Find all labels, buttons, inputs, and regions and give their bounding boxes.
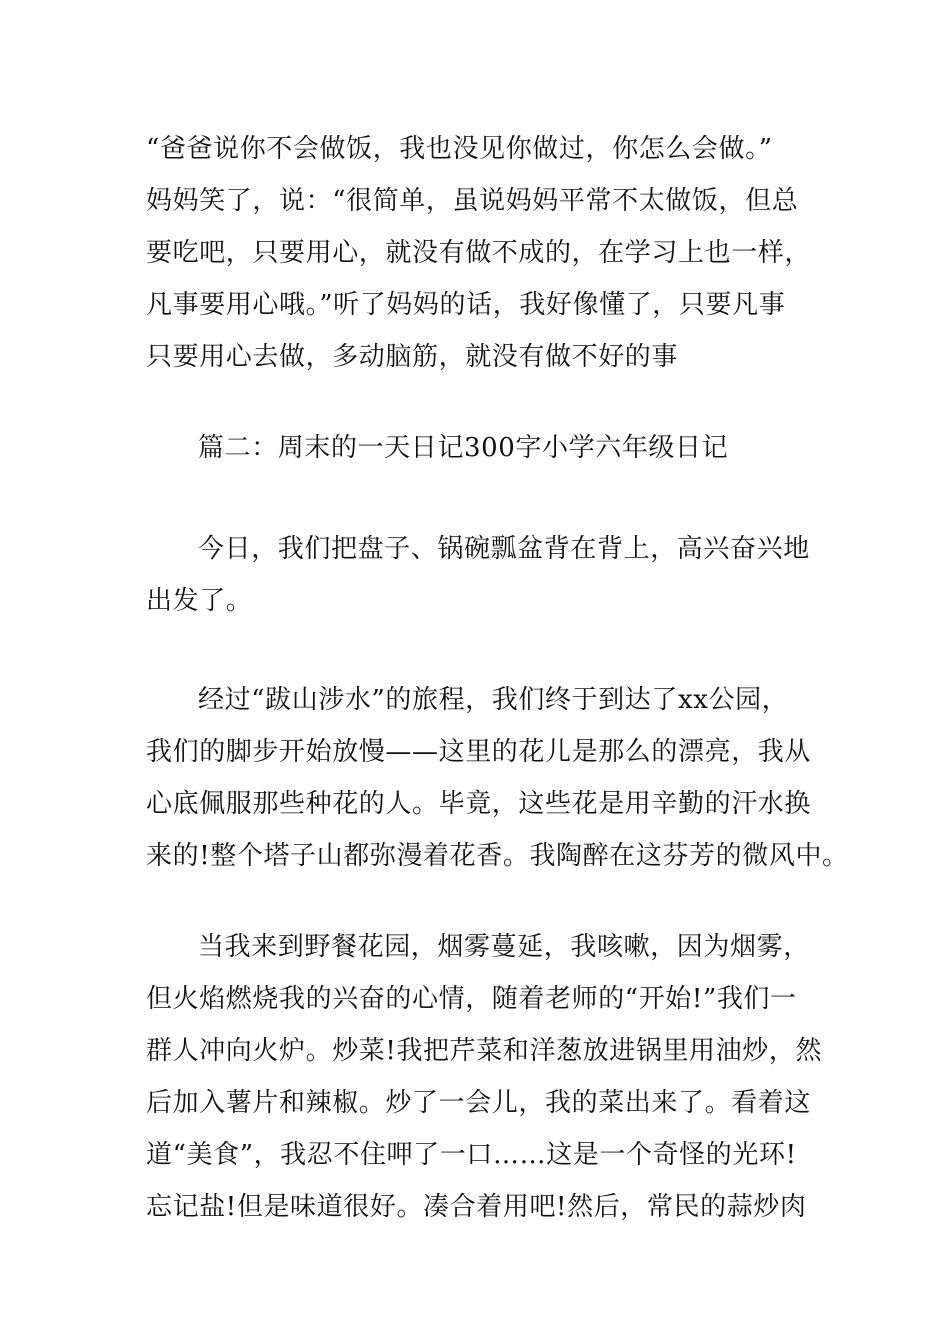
paragraph-line: 但火焰燃烧我的兴奋的心情，随着老师的“开始!”我们一 bbox=[146, 984, 797, 1014]
paragraph-2 bbox=[146, 523, 808, 627]
paragraph-line: 我们的脚步开始放慢——这里的花儿是那么的漂亮，我从 bbox=[146, 737, 812, 767]
paragraph-line: 来的!整个塔子山都弥漫着花香。我陶醉在这芬芳的微风中。 bbox=[146, 841, 849, 871]
paragraph-4 bbox=[146, 921, 823, 1233]
paragraph-line: 出发了。 bbox=[146, 586, 253, 616]
paragraph-line: 忘记盐!但是味道很好。凑合着用吧!然后，常民的蒜炒肉 bbox=[146, 1192, 807, 1222]
paragraph-line: 要吃吧，只要用心，就没有做不成的，在学习上也一样， bbox=[146, 238, 812, 268]
paragraph-3 bbox=[146, 674, 849, 882]
paragraph-line: 只要用心去做，多动脑筋，就没有做不好的事 bbox=[146, 342, 679, 372]
paragraph-line: 经过“跋山涉水”的旅程，我们终于到达了xx公园， bbox=[198, 685, 789, 715]
paragraph-line: “爸爸说你不会做饭，我也没见你做过，你怎么会做。” bbox=[146, 134, 773, 164]
paragraph-line: 后加入薯片和辣椒。炒了一会儿，我的菜出来了。看着这 bbox=[146, 1088, 812, 1118]
section-heading bbox=[146, 422, 808, 474]
section-title: 篇二：周末的一天日记300字小学六年级日记 bbox=[198, 433, 729, 463]
paragraph-1 bbox=[146, 123, 812, 383]
paragraph-line: 当我来到野餐花园，烟雾蔓延，我咳嗽，因为烟雾， bbox=[198, 932, 810, 962]
paragraph-line: 心底佩服那些种花的人。毕竟，这些花是用辛勤的汗水换 bbox=[146, 789, 812, 819]
paragraph-line: 道“美食”，我忍不住呷了一口……这是一个奇怪的光环! bbox=[146, 1140, 797, 1170]
paragraph-line: 今日，我们把盘子、锅碗瓢盆背在背上，高兴奋兴地 bbox=[198, 534, 810, 564]
paragraph-line: 群人冲向火炉。炒菜!我把芹菜和洋葱放进锅里用油炒，然 bbox=[146, 1036, 823, 1066]
paragraph-line: 凡事要用心哦。”听了妈妈的话，我好像懂了，只要凡事 bbox=[146, 290, 786, 320]
paragraph-line: 妈妈笑了，说：“很简单，虽说妈妈平常不太做饭，但总 bbox=[146, 186, 799, 216]
